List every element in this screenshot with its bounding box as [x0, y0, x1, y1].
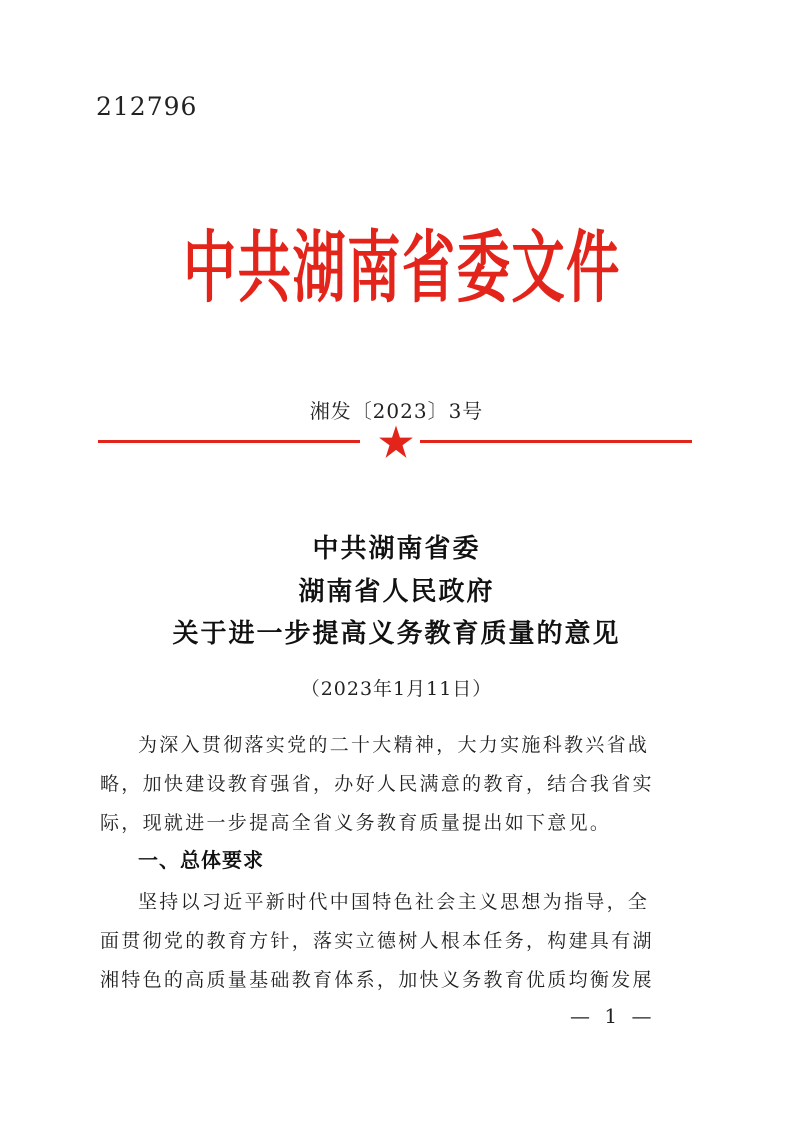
- page-number: — 1 —: [570, 1004, 656, 1028]
- section-paragraph: [100, 883, 697, 1000]
- title-issuer-party: 中共湖南省委: [312, 534, 481, 564]
- paragraph-line: 际，现就进一步提高全省义务教育质量提出如下意见。: [100, 812, 612, 834]
- title-subject: 关于进一步提高义务教育质量的意见: [172, 619, 621, 649]
- paragraph-line: 湘特色的高质量基础教育体系，加快义务教育优质均衡发展: [100, 969, 654, 991]
- title-issuer-government: 湖南省人民政府: [298, 577, 495, 607]
- document-serial-number: 212796: [96, 92, 198, 121]
- intro-paragraph: [100, 726, 697, 843]
- red-rule-left: [98, 440, 360, 443]
- red-rule-right: [420, 440, 692, 443]
- paragraph-line: 坚持以习近平新时代中国特色社会主义思想为指导，全: [138, 891, 650, 913]
- masthead-title: 中共湖南省委文件: [183, 222, 621, 314]
- document-number: 湘发〔2023〕3号: [309, 399, 484, 423]
- issue-date: （2023年1月11日）: [300, 678, 493, 700]
- paragraph-line: 为深入贯彻落实党的二十大精神，大力实施科教兴省战: [138, 734, 650, 756]
- red-star-icon: [378, 424, 414, 460]
- section-heading: 一、总体要求: [138, 848, 264, 872]
- paragraph-line: 略，加快建设教育强省，办好人民满意的教育，结合我省实: [100, 773, 654, 795]
- paragraph-line: 面贯彻党的教育方针，落实立德树人根本任务，构建具有湖: [100, 930, 654, 952]
